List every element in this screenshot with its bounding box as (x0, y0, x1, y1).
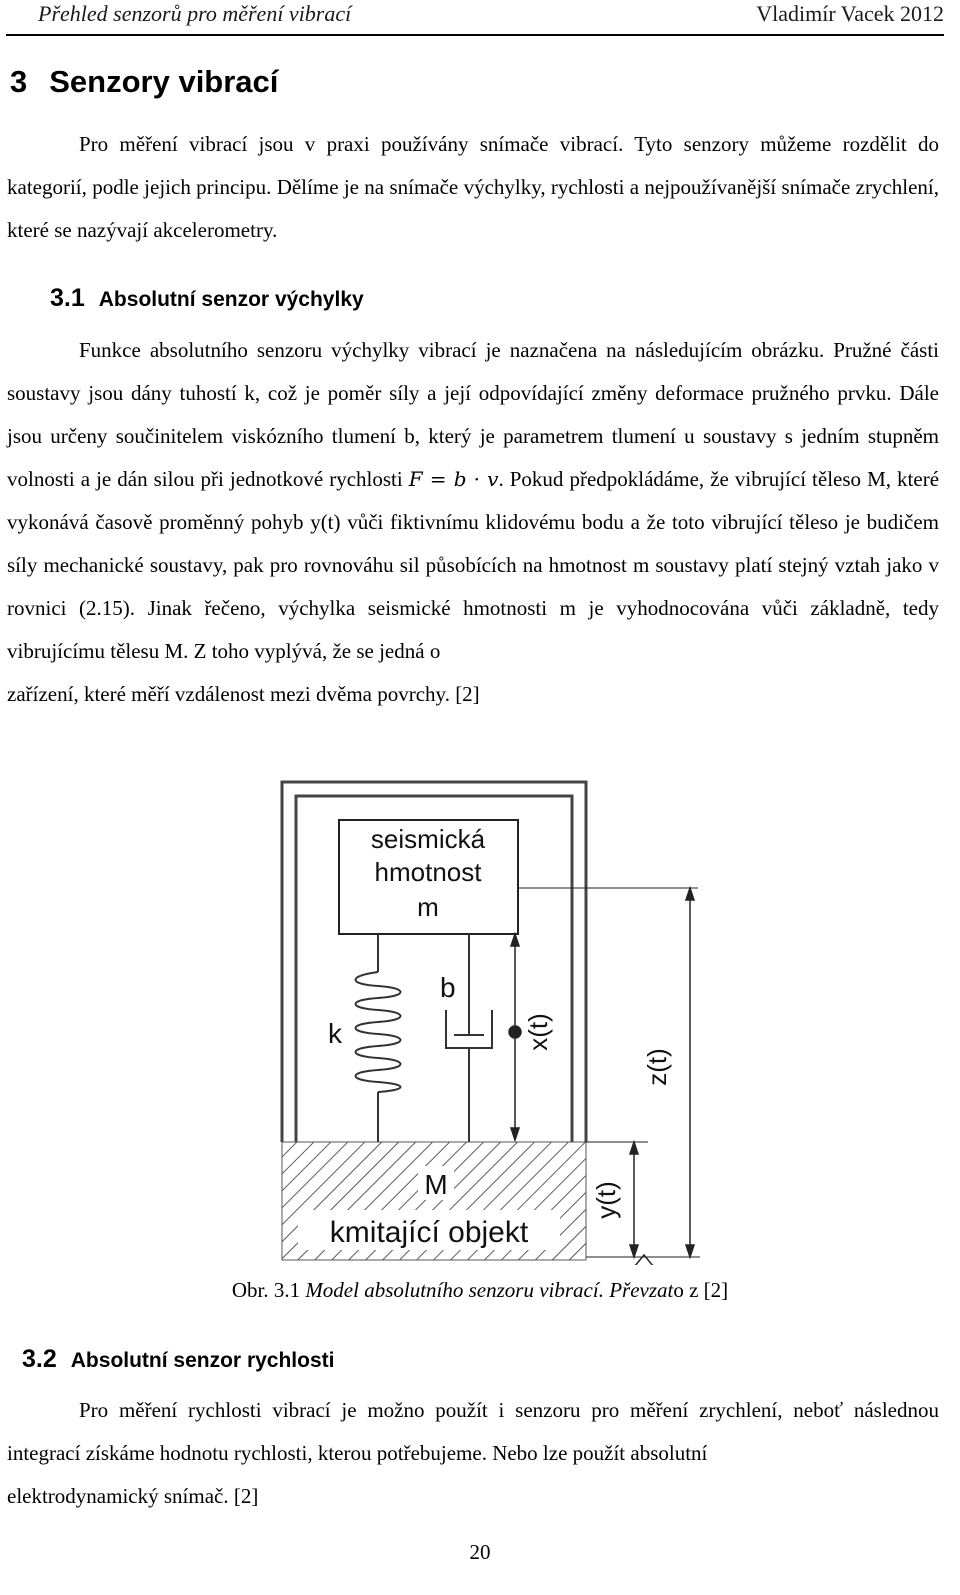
intro-text: Pro měření vibrací jsou v praxi používány snímače vibrací. Tyto senzory můžeme rozdělit do kategorií, podle jejich principu. Dělíme je na snímače výchylky, rychlosti a nejpoužívanější snímače zrychlení, které se nazývají akcelerometry. (7, 132, 939, 242)
section2-last-line: elektrodynamický snímač. [2] (7, 1484, 259, 1508)
section1-last-line: zařízení, které měří vzdálenost mezi dvěma povrchy. [2] (7, 682, 480, 706)
page-header (6, 0, 944, 36)
label-base: kmitající objekt (329, 1216, 529, 1249)
section1-paragraph (7, 329, 939, 716)
mass-label-2: hmotnost (374, 857, 482, 887)
label-k: k (328, 1018, 342, 1049)
label-z: z(t) (642, 1048, 672, 1086)
figure-caption (0, 1278, 960, 1303)
chapter-number: 3 (10, 64, 28, 99)
figure-sensor-model (268, 780, 705, 1265)
intro-paragraph (7, 123, 939, 252)
mass-label-1: seismická (370, 824, 486, 854)
caption-italic: Model absolutního senzoru vibrací. Převzat (305, 1278, 674, 1302)
label-x: x(t) (523, 1013, 553, 1051)
header-title: Přehled senzorů pro měření vibrací (38, 1, 352, 26)
spring (356, 934, 401, 1142)
section-title: Absolutní senzor výchylky (98, 288, 364, 311)
formula-force: F = b · v (408, 467, 499, 491)
damper (446, 934, 492, 1142)
header-author: Vladimír Vacek 2012 (756, 1, 944, 26)
label-M: M (424, 1169, 448, 1200)
section-title: Absolutní senzor rychlosti (70, 1349, 335, 1372)
label-y: y(t) (591, 1181, 621, 1219)
x-arrow (509, 934, 521, 1140)
section-heading-3-1 (50, 284, 364, 313)
page-number: 20 (469, 1540, 491, 1564)
section-number: 3.2 (22, 1345, 57, 1373)
section1-text-before: Funkce absolutního senzoru výchylky vibrací je naznačena na následujícím obrázku. Pružné části soustavy jsou dány tuhostí k, což je poměr síly a její odpovídající změny deformace pružného prvku. Dále jsou určeny součinitelem viskózního tlumení b, který je parametrem tlumení u soustavy s jedním stupněm volnosti a je dán silou při jednotkové rychlosti (7, 338, 939, 491)
chapter-heading (10, 64, 278, 100)
section1-text-after: . Pokud předpokládáme, že vibrující těleso M, které vykonává časově proměnný pohyb y(t) vůči fiktivnímu klidovému bodu a že toto vibrující těleso je budičem síly mechanické soustavy, pak pro rovnováhu sil působících na hmotnost m soustavy platí stejný vztah jako v rovnici (2.15). Jinak řečeno, výchylka seismické hmotnosti m je vyhodnocována vůči základně, tedy vibrujícímu tělesu M. Z toho vyplývá, že se jedná o (7, 467, 940, 663)
chapter-title: Senzory vibrací (49, 64, 279, 99)
section2-text: Pro měření rychlosti vibrací je možno použít i senzoru pro měření zrychlení, neboť následnou integrací získáme hodnotu rychlosti, kterou potřebujeme. Nebo lze použít absolutní (7, 1398, 939, 1465)
section-number: 3.1 (50, 284, 85, 312)
section-heading-3-2 (22, 1345, 334, 1374)
mass-label-3: m (417, 892, 439, 922)
sensor-diagram (268, 780, 705, 1265)
section2-paragraph (7, 1389, 939, 1518)
caption-suffix: o z [2] (673, 1278, 729, 1302)
caption-prefix: Obr. 3.1 (231, 1278, 306, 1302)
label-b: b (440, 972, 456, 1003)
